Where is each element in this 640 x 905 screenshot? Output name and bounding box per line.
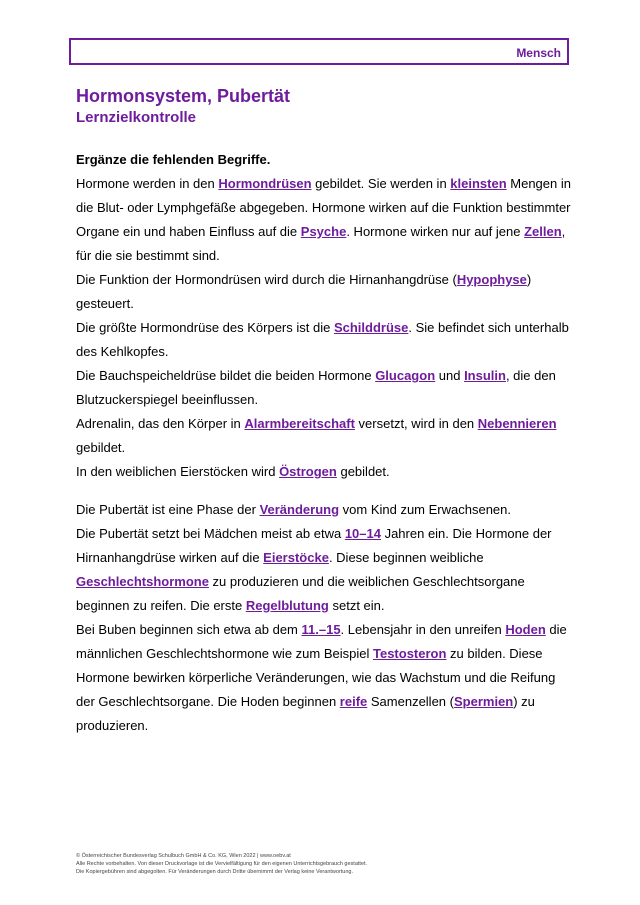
answer-term: 10–14 bbox=[344, 526, 381, 541]
answer-term: Alarmbereitschaft bbox=[244, 416, 355, 431]
answer-term: Testosteron bbox=[372, 646, 447, 661]
text-segment: gebildet. bbox=[76, 440, 126, 455]
text-segment: gebildet. Sie werden in bbox=[311, 176, 451, 191]
page-subtitle: Lernzielkontrolle bbox=[76, 109, 197, 126]
answer-term: reife bbox=[339, 694, 368, 709]
text-segment: Die Funktion der Hormondrüsen wird durch die Hirnanhangdrüse ( bbox=[76, 272, 457, 287]
answer-term: Hypophyse bbox=[456, 272, 527, 287]
text-segment: Die Bauchspeicheldrüse bildet die beiden Hormone bbox=[76, 368, 376, 383]
section-pubertaet bbox=[76, 498, 576, 738]
text-segment: . Diese beginnen weibliche bbox=[328, 550, 484, 565]
answer-term: Eierstöcke bbox=[263, 550, 329, 565]
text-segment: vom Kind zum Erwachsenen. bbox=[339, 502, 511, 517]
answer-term: Hormondrüsen bbox=[218, 176, 312, 191]
text-segment: zu bilden. Diese Hormone bewirken körperliche Veränderungen, wie das Wachstum und die Reifung der Geschlechtsorgane. Die Hoden beginnen bbox=[76, 646, 556, 709]
answer-term: Insulin bbox=[464, 368, 506, 383]
text-segment: . Sie befindet sich unterhalb des Kehlkopfes. bbox=[76, 320, 569, 359]
text-segment: Die Pubertät ist eine Phase der bbox=[76, 502, 260, 517]
answer-term: Glucagon bbox=[375, 368, 436, 383]
text-segment: Mengen in die Blut- oder Lymphgefäße abgegeben. Hormone wirken auf die Funktion bestimmter Organe ein und haben Einfluss auf die bbox=[76, 176, 571, 239]
text-segment: Adrenalin, das den Körper in bbox=[76, 416, 245, 431]
paragraph bbox=[76, 498, 576, 522]
paragraph bbox=[76, 412, 576, 460]
subject-label: Mensch bbox=[516, 46, 561, 60]
answer-term: Schilddrüse bbox=[333, 320, 409, 335]
text-segment: , für die sie bestimmt sind. bbox=[76, 224, 566, 263]
page-title: Hormonsystem, Pubertät bbox=[76, 86, 291, 106]
answer-term: Psyche bbox=[300, 224, 347, 239]
text-segment: die männlichen Geschlechtshormone wie zum Beispiel bbox=[76, 622, 567, 661]
answer-term: Geschlechtshormone bbox=[76, 574, 209, 589]
text-segment: versetzt, wird in den bbox=[354, 416, 478, 431]
text-segment: In den weiblichen Eierstöcken wird bbox=[76, 464, 280, 479]
answer-term: Regelblutung bbox=[245, 598, 329, 613]
text-segment: ) gesteuert. bbox=[76, 272, 532, 311]
text-segment: und bbox=[435, 368, 465, 383]
text-segment: zu produzieren und die weiblichen Geschlechtsorgane beginnen zu reifen. Die erste bbox=[76, 574, 525, 613]
answer-term: Zellen bbox=[524, 224, 562, 239]
footer-line: Die Kopiergebühren sind abgegolten. Für Veränderungen durch Dritte übernimmt der Verlag keine Verantwortung. bbox=[76, 869, 354, 875]
text-segment: Die größte Hormondrüse des Körpers ist die bbox=[76, 320, 334, 335]
answer-term: Östrogen bbox=[279, 464, 337, 479]
paragraph bbox=[76, 364, 576, 412]
answer-term: Nebennieren bbox=[477, 416, 557, 431]
worksheet-content bbox=[76, 148, 576, 738]
text-segment: Bei Buben beginnen sich etwa ab dem bbox=[76, 622, 302, 637]
answer-term: kleinsten bbox=[450, 176, 507, 191]
text-segment: . Lebensjahr in den unreifen bbox=[340, 622, 506, 637]
text-segment: Samenzellen ( bbox=[367, 694, 454, 709]
section-gap bbox=[76, 484, 576, 498]
paragraph bbox=[76, 618, 576, 738]
instruction: Ergänze die fehlenden Begriffe. bbox=[76, 152, 271, 167]
paragraph bbox=[76, 172, 576, 268]
answer-term: Spermien bbox=[453, 694, 514, 709]
answer-term: Veränderung bbox=[259, 502, 340, 517]
header-box bbox=[69, 38, 569, 65]
text-segment: Jahren ein. Die Hormone der Hirnanhangdrüse wirken auf die bbox=[76, 526, 552, 565]
section-hormonsystem bbox=[76, 172, 576, 484]
text-segment: , die den Blutzuckerspiegel beeinflussen. bbox=[76, 368, 556, 407]
text-segment: gebildet. bbox=[336, 464, 390, 479]
answer-term: Hoden bbox=[505, 622, 546, 637]
text-segment: Hormone werden in den bbox=[76, 176, 219, 191]
footer bbox=[76, 852, 576, 876]
footer-line: © Österreichischer Bundesverlag Schulbuch GmbH & Co. KG, Wien 2022 | www.oebv.at bbox=[76, 853, 291, 859]
text-segment: setzt ein. bbox=[328, 598, 385, 613]
paragraph bbox=[76, 522, 576, 618]
answer-term: 11.–15 bbox=[301, 622, 341, 637]
text-segment: ) zu produzieren. bbox=[76, 694, 535, 733]
footer-line: Alle Rechte vorbehalten. Von dieser Druckvorlage ist die Vervielfältigung für den eigenen Unterrichtsgebrauch gestattet. bbox=[76, 861, 368, 867]
paragraph bbox=[76, 316, 576, 364]
text-segment: . Hormone wirken nur auf jene bbox=[346, 224, 525, 239]
paragraph bbox=[76, 268, 576, 316]
paragraph bbox=[76, 460, 576, 484]
text-segment: Die Pubertät setzt bei Mädchen meist ab etwa bbox=[76, 526, 345, 541]
